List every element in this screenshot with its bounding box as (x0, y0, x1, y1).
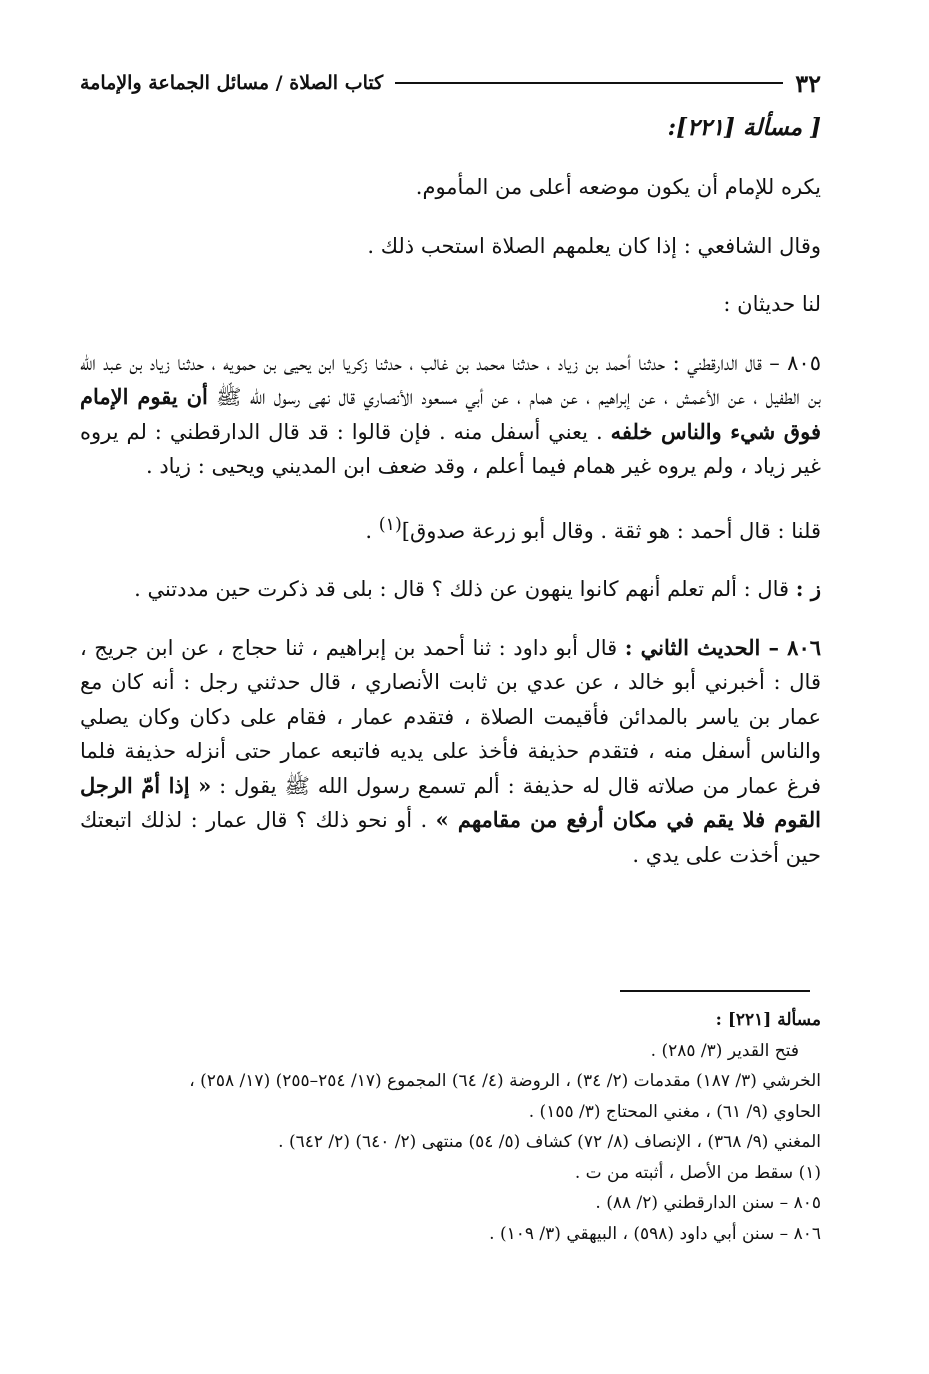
hadith-805-chain: قال الدارقطني : حدثنا أحمد بن زياد ، حدثنا محمد بن غالب ، حدثنا زكريا ابن يحيى بن حمويه ، حدثنا زياد بن عبد الله بن الطفيل ، عن الأعمش ، عن إبراهيم ، عن همام ، عن أبي مسعود الأنصاري قال نهى رسول الله ﷺ (80, 350, 821, 409)
paragraph-reply: قلنا : قال أحمد : هو ثقة . وقال أبو زرعة صدوق]$^{(١)}$ . (365, 514, 821, 543)
paragraph-zay-note (80, 572, 821, 607)
zay-text: قال : ألم تعلم أنهم كانوا ينهون عن ذلك ؟ قال : بلى قد ذكرت حين مددتني . (134, 577, 790, 601)
hadith-806-label: ٨٠٦ – الحديث الثاني : (624, 634, 822, 660)
issue-heading: [ مسألة [٢٢١]: (667, 114, 821, 141)
footnotes (80, 1005, 821, 1249)
hadith-806-ending: . أو نحو ذلك ؟ قال عمار : لذلك اتبعتك حين أخذت على يدي . (80, 808, 821, 867)
hadith-805 (80, 346, 821, 484)
header-rule (395, 82, 783, 84)
footnote-ref-hanafi: فتح القدير (٣/ ٢٨٥) . (650, 1040, 799, 1061)
footnote-805: ٨٠٥ – سنن الدارقطني (٢/ ٨٨) . (595, 1193, 821, 1213)
page-number: ٣٢ (795, 68, 821, 98)
hadith-806-matn: « إذا أمّ الرجل القوم فلا يقم في مكان أرفع من مقامهم » (80, 772, 821, 832)
hadith-805-number: ٨٠٥ – (769, 350, 821, 375)
hadith-806 (80, 631, 821, 873)
footnote-806: ٨٠٦ – سنن أبي داود (٥٩٨) ، البيهقي (٣/ ١٠٩) . (489, 1223, 821, 1244)
footnote-ref-maliki: الخرشي (٣/ ١٨٧) مقدمات (٢/ ٣٤) ، الروضة (٤/ ٦٤) المجموع (١٧/ ٢٥٤–٢٥٥) (١٧/ ٢٥٨) ، (189, 1071, 821, 1091)
running-header (80, 68, 821, 98)
footnote-ref-hawi: الحاوي (٩/ ٦١) ، مغني المحتاج (٣/ ١٥٥) . (528, 1101, 821, 1122)
footnote-ref-hanbali: المغني (٩/ ٣٦٨) ، الإنصاف (٨/ ٧٢) كشاف (٥/ ٥٤) منتهى (٢/ ٦٤٠) (٢/ ٦٤٢) . (278, 1132, 821, 1152)
reply-text: قلنا : قال أحمد : هو ثقة . وقال أبو زرعة صدوق] (401, 518, 821, 543)
footnote-marker-1: (١) (378, 514, 402, 535)
hadith-806-chain: قال أبو داود : ثنا أحمد بن إبراهيم ، ثنا حجاج ، عن ابن جريج ، قال : أخبرني أبو خالد ، عن عدي بن ثابت الأنصاري ، قال حدثني رجل : أنه كان مع عمار بن ياسر بالمدائن فأقيمت الصلاة ، فتقدم عمار ، فقام على دكان وكان يصلي والناس أسفل منه ، فتقدم حذيفة فأخذ على يديه فاتبعه عمار حتى أنزله حذيفة فلما فرغ عمار من صلاته قال له حذيفة : ألم تسمع رسول الله ﷺ يقول : (80, 635, 821, 798)
paragraph-ruling: يكره للإمام أن يكون موضعه أعلى من المأموم. (415, 175, 821, 199)
running-title: كتاب الصلاة / مسائل الجماعة والإمامة (80, 72, 384, 94)
footnote-separator (620, 990, 810, 992)
footnote-issue-label: مسألة [٢٢١] : (715, 1010, 821, 1030)
footnote-1: (١) سقط من الأصل ، أثبته من ت . (574, 1162, 821, 1183)
paragraph-two-hadiths: لنا حديثان : (723, 292, 821, 316)
paragraph-shafii: وقال الشافعي : إذا كان يعلمهم الصلاة استحب ذلك . (367, 233, 821, 258)
zay-marker: ز : (795, 576, 821, 601)
main-text (80, 170, 821, 872)
hadith-805-commentary: . يعني أسفل منه . فإن قالوا : قد قال الدارقطني : لم يروه غير زياد ، ولم يروه غير همام فيما أعلم ، وقد ضعف ابن المديني ويحيى : زياد . (80, 419, 821, 478)
hadith-805-matn: أن يقوم الإمام فوق شيء والناس خلفه (80, 384, 821, 444)
